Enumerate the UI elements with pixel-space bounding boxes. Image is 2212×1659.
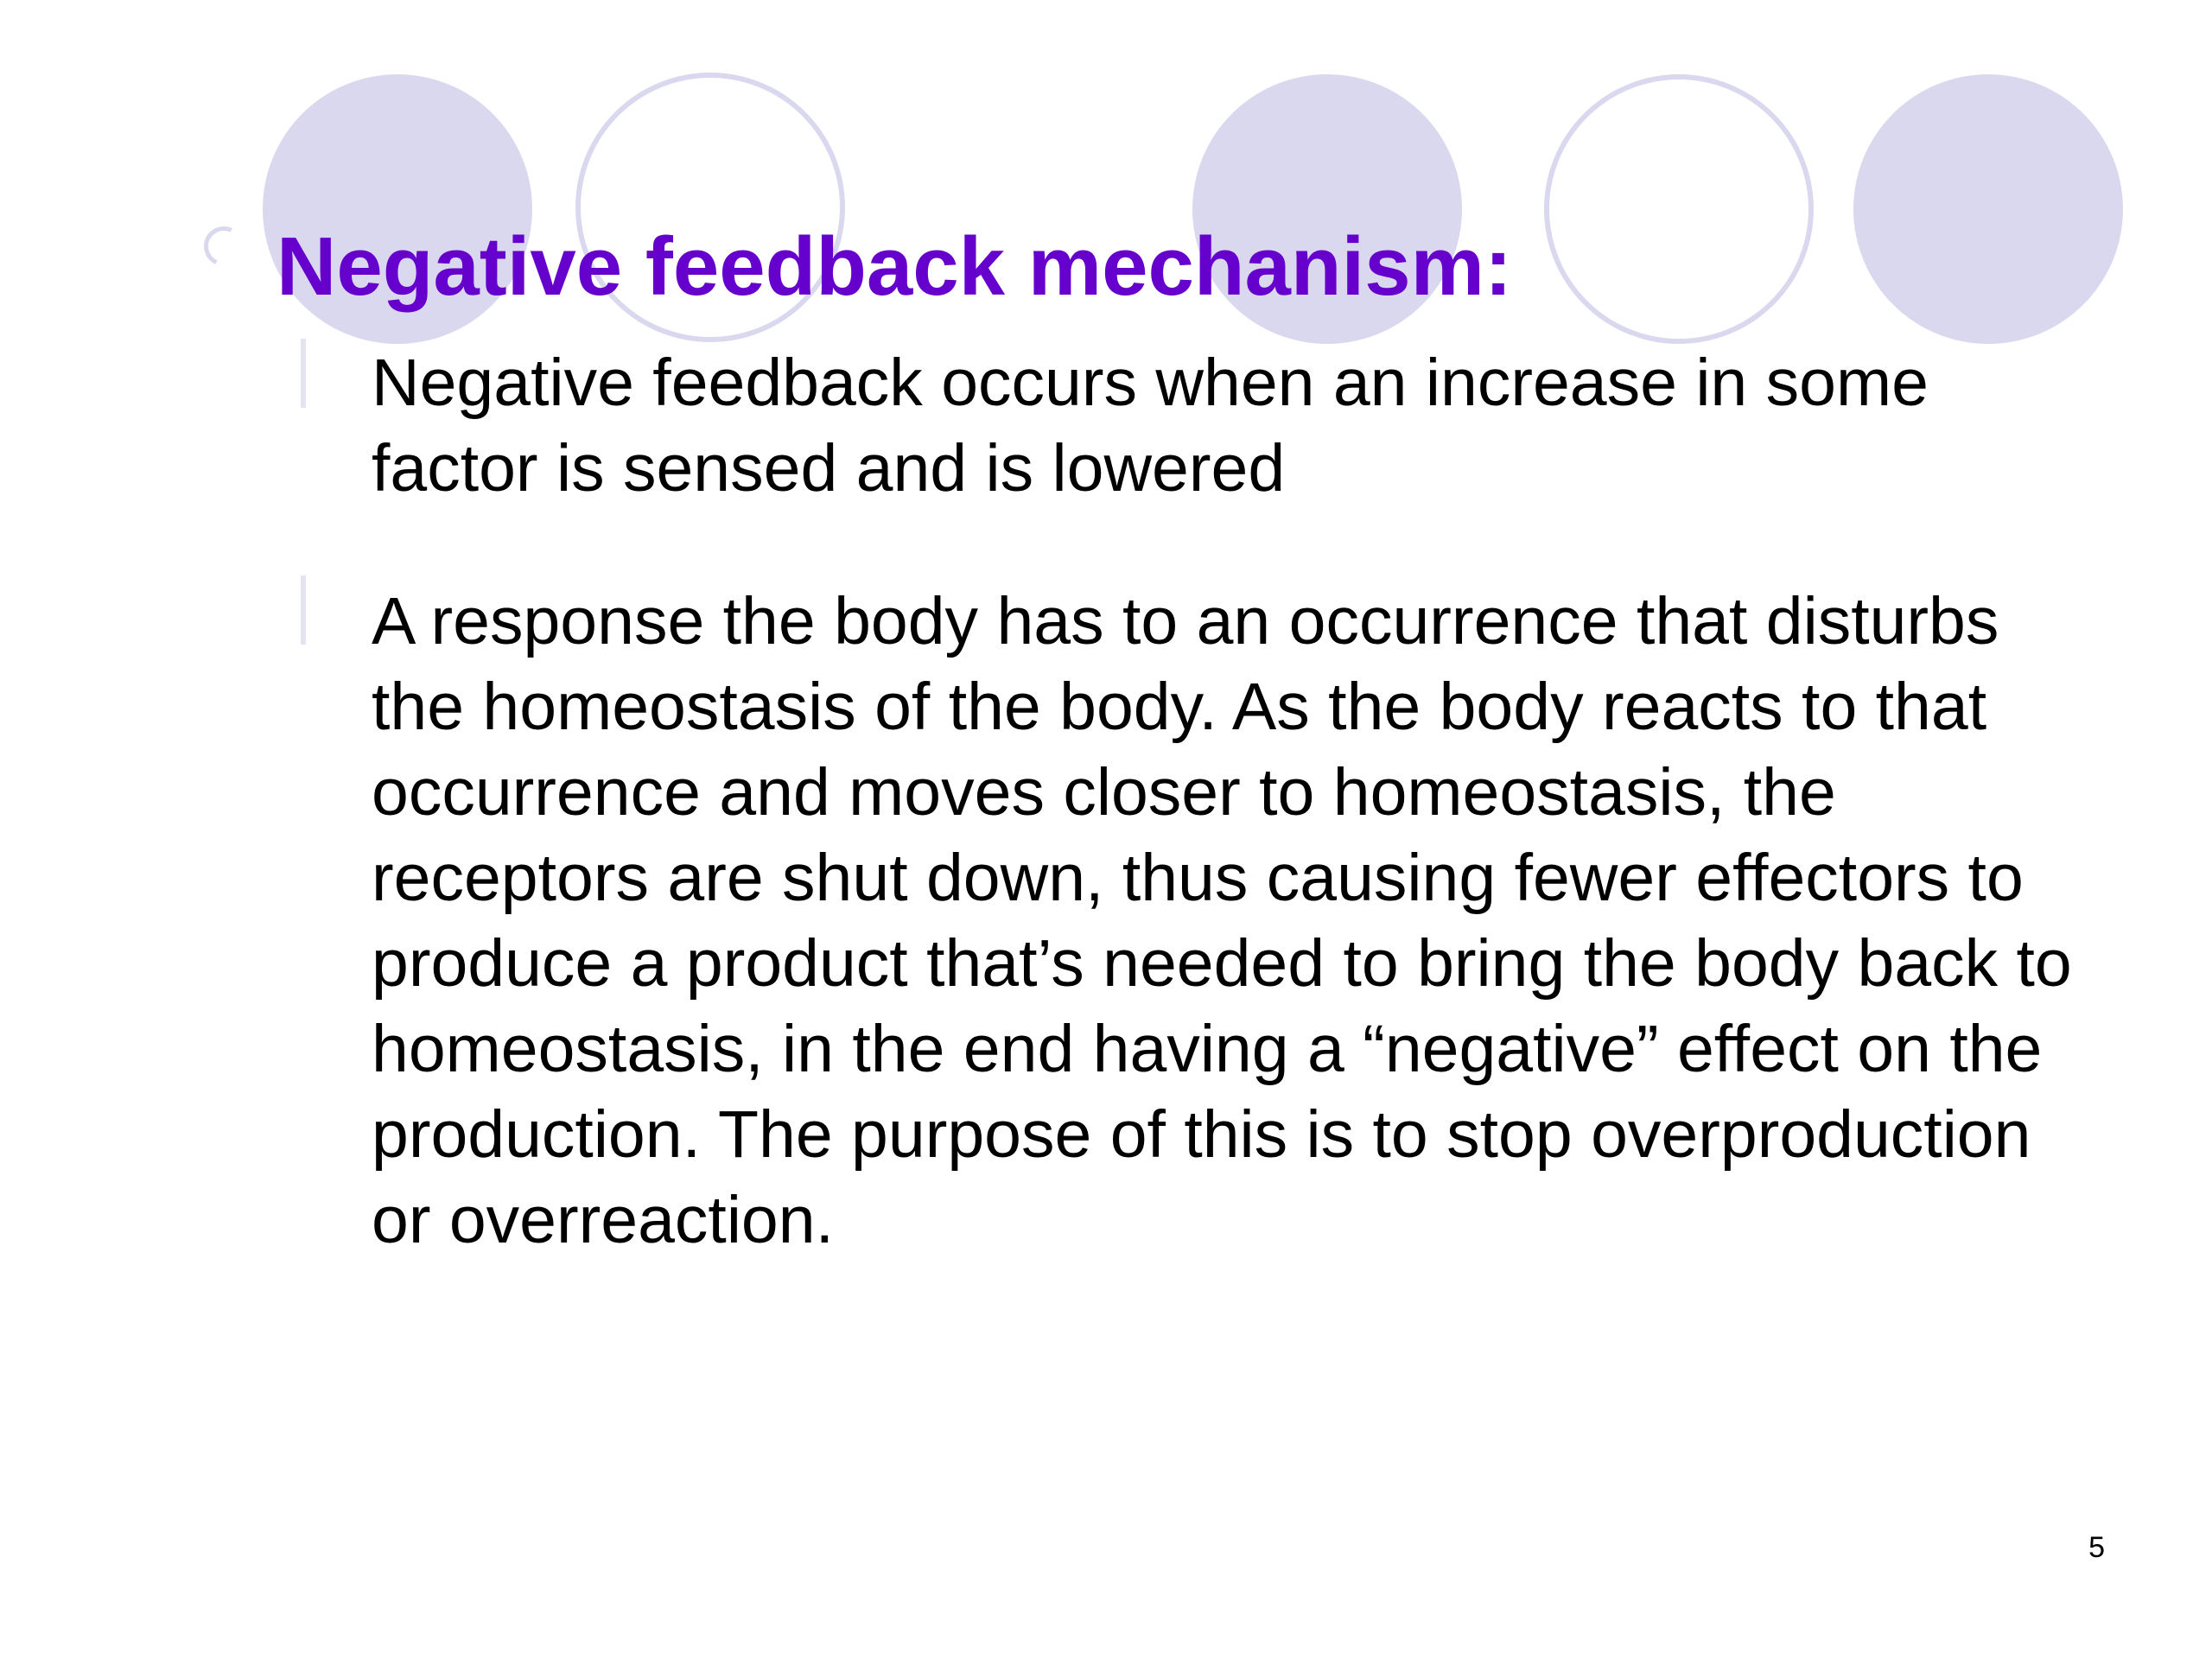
bullet-text-1: Negative feedback occurs when an increase in some factor is sensed and is lowered <box>372 346 1929 505</box>
bullet-text-2: A response the body has to an occurrence that disturbs the homeostasis of the body. As the body reacts to that occurrence and moves closer to homeostasis, the receptors are shut down, thus causing fewer effectors to produce a product that’s needed to bring the body back to homeostasis, in the end having a “negative” effect on the production. The purpose of this is to stop overproduction or overreaction. <box>372 584 2072 1257</box>
decorative-circle-filled-3 <box>1853 74 2123 344</box>
slide-number: 5 <box>2088 1531 2105 1564</box>
bullet-icon <box>301 339 306 408</box>
title-bullet-icon <box>199 221 250 272</box>
slide-title: Negative feedback mechanism: <box>276 220 1512 313</box>
decorative-circle-outline-2 <box>1544 74 1814 344</box>
bullet-icon <box>301 575 306 645</box>
